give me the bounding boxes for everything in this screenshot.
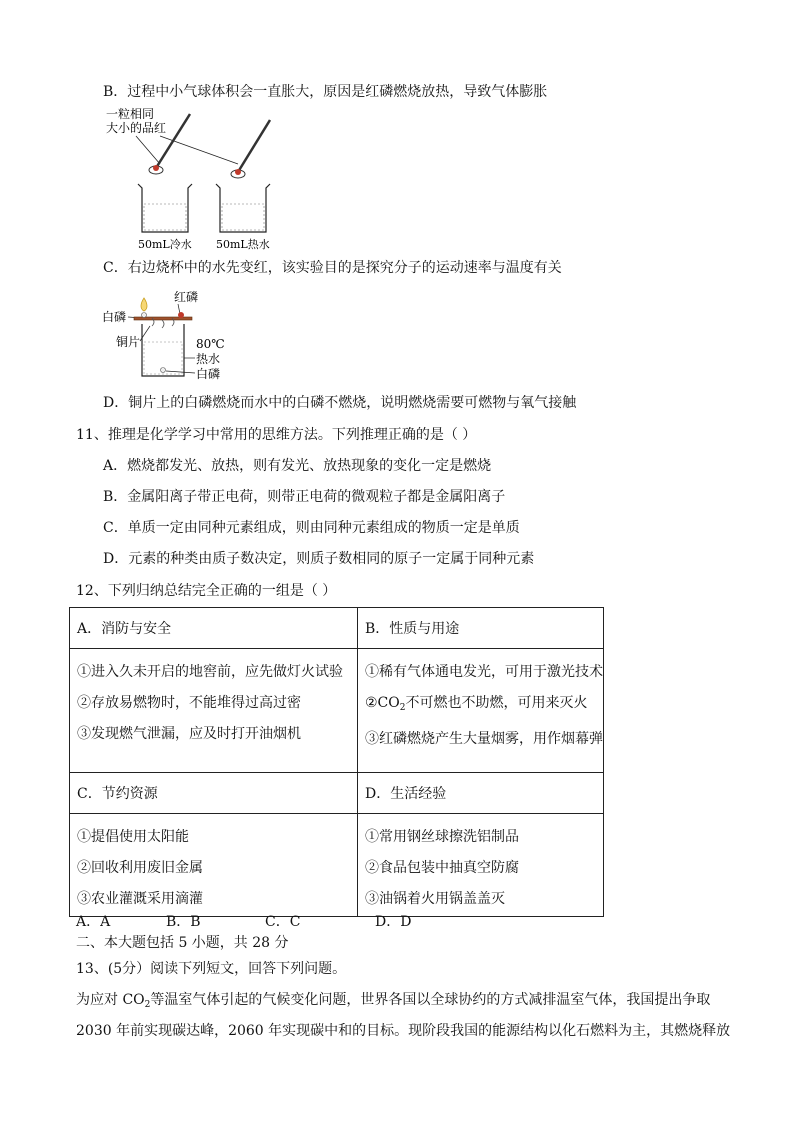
list-item: ③发现燃气泄漏，应及时打开油烟机 [77, 726, 301, 742]
list-item: ①稀有气体通电发光，可用于激光技术 [365, 664, 603, 680]
figure-label-top-1: 一粒相同 [106, 107, 155, 121]
q11-option-d: D．元素的种类由质子数决定，则质子数相同的原子一定属于同种元素 [103, 551, 535, 567]
figure-label-top-2: 大小的品红 [106, 121, 167, 135]
water-left [144, 204, 186, 230]
q12-answer-b: B．B [166, 914, 201, 930]
beaker-experiment-figure [104, 106, 284, 254]
q12-answer-d: D．D [375, 914, 412, 930]
label-white-phosphorus-bottom: 白磷 [196, 367, 221, 381]
p1-text-pre: 为应对 CO [76, 992, 145, 1008]
beaker-left-label: 50mL冷水 [138, 238, 192, 251]
label-temperature: 80℃ [196, 337, 225, 351]
label-copper: 铜片 [116, 335, 141, 349]
white-phosphorus-water [161, 368, 166, 373]
p1-subscript: 2 [144, 1000, 151, 1010]
water-right [222, 204, 264, 230]
combustion-experiment-figure [102, 284, 232, 386]
list-item: ①提倡使用太阳能 [77, 829, 189, 845]
q11-option-c: C．单质一定由同种元素组成，则由同种元素组成的物质一定是单质 [103, 520, 520, 536]
q12-answer-c: C．C [265, 914, 301, 930]
red-phosphorus [178, 312, 184, 318]
label-hot-water: 热水 [196, 352, 221, 366]
pointer-line-right [160, 136, 238, 164]
co2-rest: 不可燃也不助燃，可用来灭火 [405, 695, 588, 711]
q12-stem: 12、下列归纳总结完全正确的一组是（ ） [76, 583, 337, 599]
q12-answer-a: A．A [76, 914, 111, 930]
q13-paragraph-line-1 [76, 991, 710, 1014]
list-item: ③红磷燃烧产生大量烟雾，用作烟幕弹 [365, 731, 603, 747]
white-phosphorus-top [142, 313, 147, 318]
p1-text-post: 等温室气体引起的气候变化问题，世界各国以全球协约的方式减排温室气体，我国提出争取 [150, 992, 711, 1008]
q12-table [69, 607, 604, 917]
list-item: ①常用钢丝球擦洗铝制品 [365, 829, 519, 845]
q10-option-c: C．右边烧杯中的水先变红，该实验目的是探究分子的运动速率与温度有关 [103, 260, 562, 276]
q13-stem: 13、(5分）阅读下列短文，回答下列问题。 [76, 961, 347, 977]
cell-b-body [358, 649, 604, 773]
q11-option-a: A．燃烧都发光、放热，则有发光、放热现象的变化一定是燃烧 [103, 458, 492, 474]
q11-option-b: B．金属阳离子带正电荷，则带正电荷的微观粒子都是金属阳离子 [103, 489, 506, 505]
q10-option-b: B．过程中小气球体积会一直胀大，原因是红磷燃烧放热，导致气体膨胀 [103, 84, 548, 100]
pointer-line-left [136, 136, 160, 164]
beaker-right-label: 50mL热水 [216, 238, 270, 251]
cell-d-head: D．生活经验 [358, 773, 604, 814]
label-red-phosphorus: 红磷 [174, 290, 199, 304]
list-item: ③农业灌溉采用滴灌 [77, 891, 203, 907]
pinjhong-particle-left [153, 165, 159, 171]
q10-option-d: D．铜片上的白磷燃烧而水中的白磷不燃烧，说明燃烧需要可燃物与氧气接触 [103, 395, 577, 411]
pinjhong-particle-right [235, 169, 241, 175]
list-item: ③油锅着火用锅盖盖灭 [365, 891, 505, 907]
cell-c-head: C．节约资源 [70, 773, 358, 814]
flame-icon [141, 298, 147, 311]
cell-c-body [70, 814, 358, 917]
q11-stem: 11、推理是化学学习中常用的思维方法。下列推理正确的是（ ） [76, 427, 477, 443]
section-2-title: 二、本大题包括 5 小题，共 28 分 [76, 935, 289, 951]
cell-a-head: A．消防与安全 [70, 608, 358, 649]
list-item: ①进入久未开启的地窖前，应先做灯火试验 [77, 664, 343, 680]
cell-b-head: B．性质与用途 [358, 608, 604, 649]
list-item: ②存放易燃物时，不能堆得过高过密 [77, 695, 301, 711]
label-white-phosphorus-top: 白磷 [102, 310, 127, 324]
list-item: ②回收利用废旧金属 [77, 860, 203, 876]
list-item [365, 688, 603, 724]
cell-d-body [358, 814, 604, 917]
list-item: ②食品包装中抽真空防腐 [365, 860, 519, 876]
cell-a-body [70, 649, 358, 773]
spoon-handle-right [238, 120, 270, 172]
q13-paragraph-line-2: 2030 年前实现碳达峰，2060 年实现碳中和的目标。现阶段我国的能源结构以化石燃料为主，其燃烧释放 [76, 1023, 731, 1039]
co2-subscript: 2 [399, 703, 406, 713]
co2-text: ②CO [365, 695, 400, 711]
